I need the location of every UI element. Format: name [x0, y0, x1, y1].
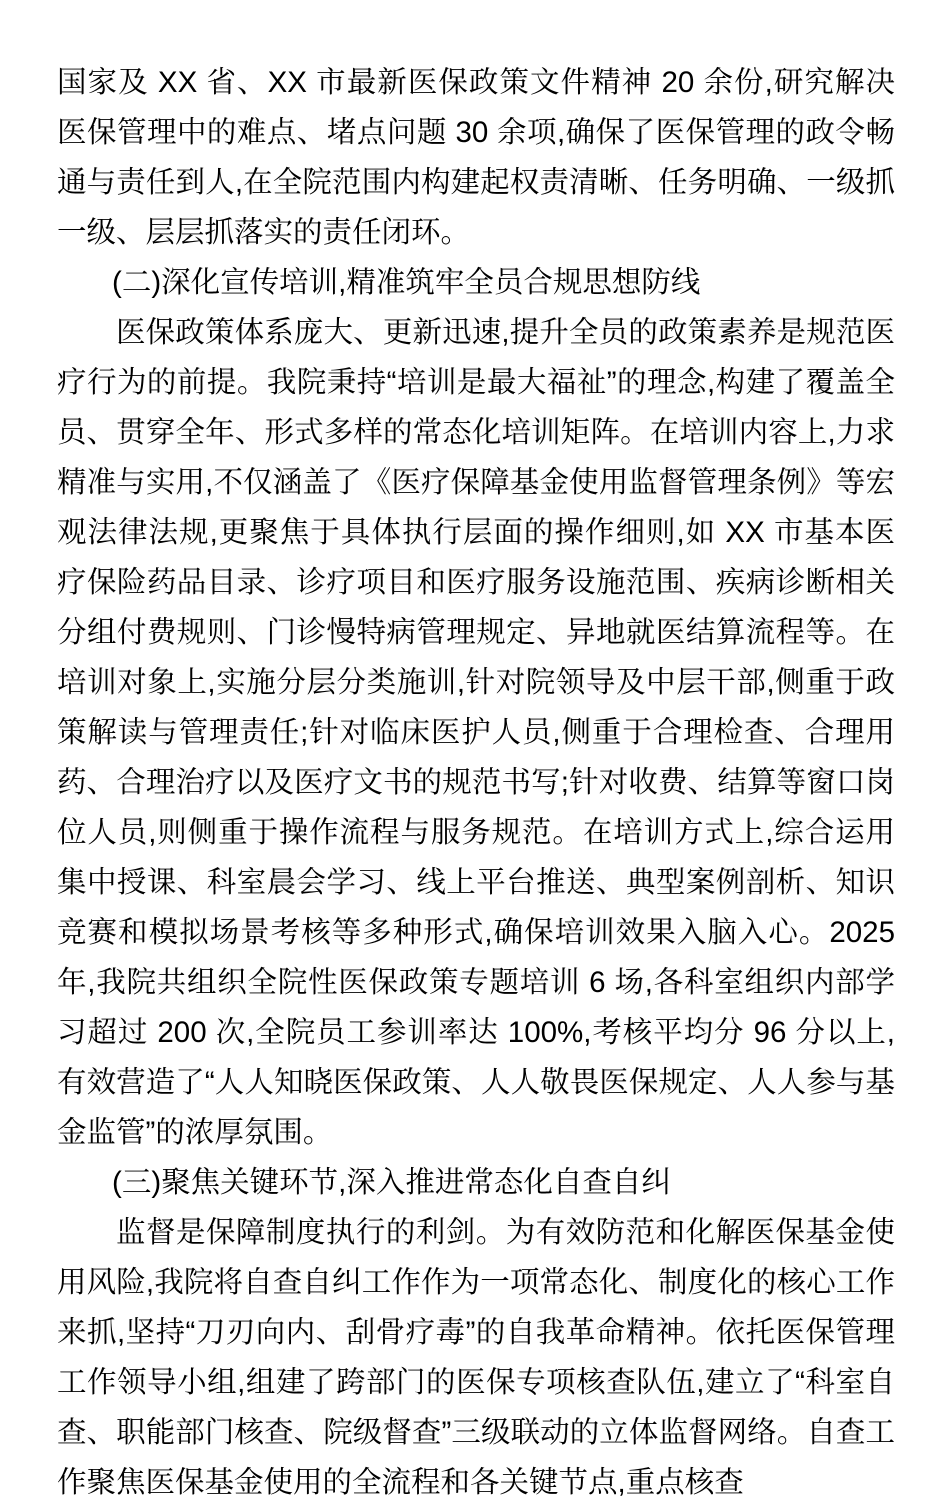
- paragraph-continued: 国家及 XX 省、XX 市最新医保政策文件精神 20 余份,研究解决医保管理中的难点、堵点问题 30 余项,确保了医保管理的政令畅通与责任到人,在全院范围内构建起权责清晰、任务明确、一级抓一级、层层抓落实的责任闭环。: [57, 66, 895, 249]
- paragraph-section-two: 医保政策体系庞大、更新迅速,提升全员的政策素养是规范医疗行为的前提。我院秉持“培训是最大福祉”的理念,构建了覆盖全员、贯穿全年、形式多样的常态化培训矩阵。在培训内容上,力求精准与实用,不仅涵盖了《医疗保障基金使用监督管理条例》等宏观法律法规,更聚焦于具体执行层面的操作细则,如 XX 市基本医疗保险药品目录、诊疗项目和医疗服务设施范围、疾病诊断相关分组付费规则、门诊慢特病管理规定、异地就医结算流程等。在培训对象上,实施分层分类施训,针对院领导及中层干部,侧重于政策解读与管理责任;针对临床医护人员,侧重于合理检查、合理用药、合理治疗以及医疗文书的规范书写;针对收费、结算等窗口岗位人员,则侧重于操作流程与服务规范。在培训方式上,综合运用集中授课、科室晨会学习、线上平台推送、典型案例剖析、知识竞赛和模拟场景考核等多种形式,确保培训效果入脑入心。2025 年,我院共组织全院性医保政策专题培训 6 场,各科室组织内部学习超过 200 次,全院员工参训率达 100%,考核平均分 96 分以上,有效营造了“人人知晓医保政策、人人敬畏医保规定、人人参与基金监管”的浓厚氛围。: [57, 316, 895, 1149]
- section-heading-two: (二)深化宣传培训,精准筑牢全员合规思想防线: [112, 266, 701, 299]
- section-heading-three: (三)聚焦关键环节,深入推进常态化自查自纠: [112, 1166, 671, 1199]
- paragraph-section-three: 监督是保障制度执行的利剑。为有效防范和化解医保基金使用风险,我院将自查自纠工作作为一项常态化、制度化的核心工作来抓,坚持“刀刃向内、刮骨疗毒”的自我革命精神。依托医保管理工作领导小组,组建了跨部门的医保专项核查队伍,建立了“科室自查、职能部门核查、院级督查”三级联动的立体监督网络。自查工作聚焦医保基金使用的全流程和各关键节点,重点核查: [57, 1216, 895, 1499]
- document-text-body: [57, 58, 895, 1508]
